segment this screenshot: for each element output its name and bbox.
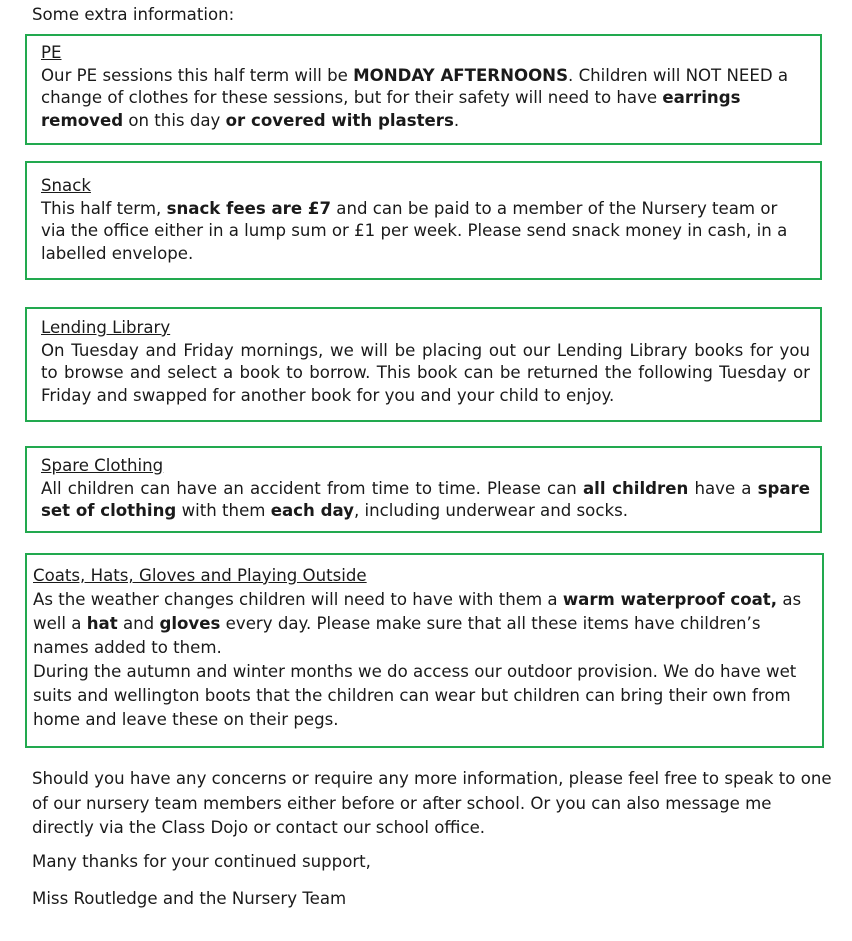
clothing-body: All children can have an accident from time to time. Please can all children have a spare set of clothing with them each day, including underwear and socks. [41, 478, 810, 520]
pe-heading: PE [41, 43, 62, 62]
coats-section [25, 553, 824, 748]
library-section [25, 307, 822, 422]
intro-text: Some extra information: [32, 5, 235, 24]
snack-section [25, 161, 822, 280]
thanks-line: Many thanks for your continued support, [32, 852, 371, 871]
coats-body-2: During the autumn and winter months we do access our outdoor provision. We do have wet suits and wellington boots that the children can wear but children can bring their own from home and leave these on their pegs. [33, 662, 797, 729]
pe-body: Our PE sessions this half term will be MONDAY AFTERNOONS. Children will NOT NEED a change of clothes for these sessions, but for their safety will need to have earrings removed on this day or covered with plasters. [41, 65, 789, 130]
library-body: On Tuesday and Friday mornings, we will be placing out our Lending Library books for you to browse and select a book to borrow. This book can be returned the following Tuesday or Friday and swapped for another book for you and your child to enjoy. [41, 340, 810, 405]
closing-paragraph: Should you have any concerns or require any more information, please feel free to speak to one of our nursery team members either before or after school. Or you can also message me directly via the Class Dojo or contact our school office. [32, 769, 832, 837]
pe-section [25, 34, 822, 145]
library-heading: Lending Library [41, 318, 171, 337]
snack-body: This half term, snack fees are £7 and can be paid to a member of the Nursery team or via the office either in a lump sum or £1 per week. Please send snack money in cash, in a labelled envelope. [41, 198, 788, 263]
clothing-heading: Spare Clothing [41, 456, 164, 475]
coats-body: As the weather changes children will need to have with them a warm waterproof coat, as well a hat and gloves every day. Please make sure that all these items have children’s names added to them. [33, 590, 802, 657]
signature-line: Miss Routledge and the Nursery Team [32, 889, 347, 908]
snack-heading: Snack [41, 176, 91, 195]
coats-heading: Coats, Hats, Gloves and Playing Outside [33, 566, 367, 585]
clothing-section [25, 446, 822, 533]
